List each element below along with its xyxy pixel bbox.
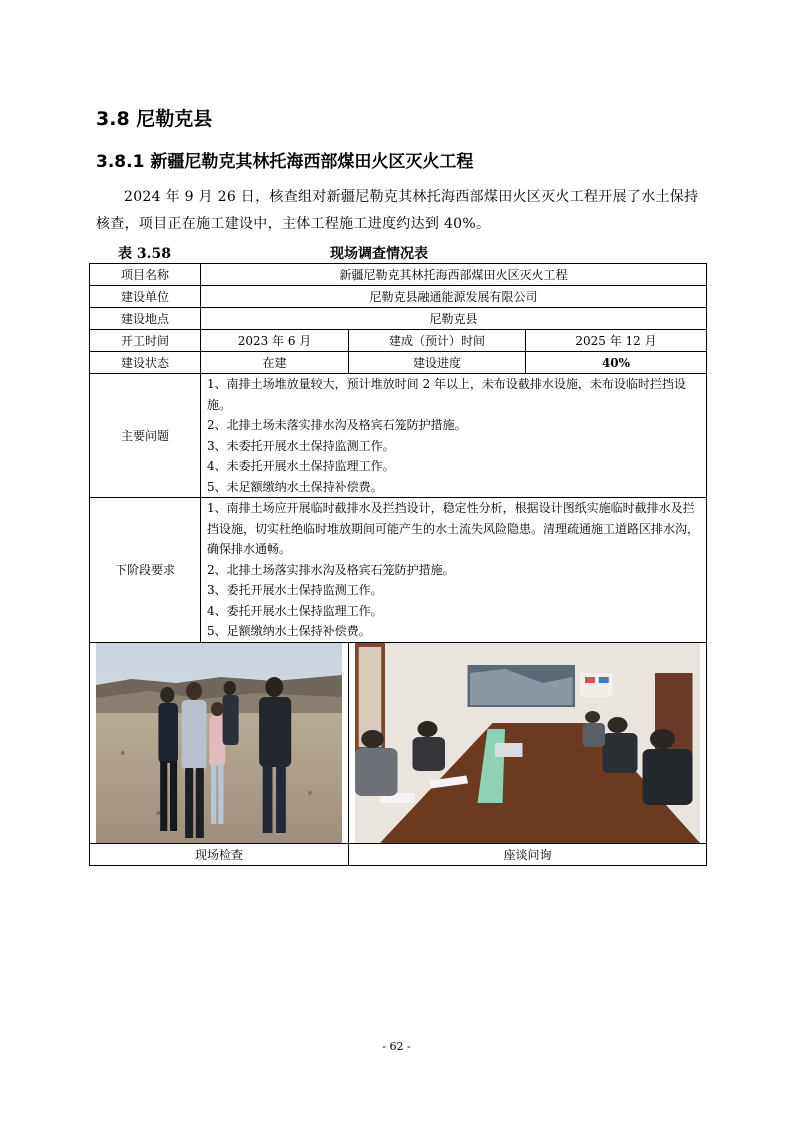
- list-item: 2、北排土场未落实排水沟及格宾石笼防护措施。: [207, 418, 467, 432]
- table-row: [90, 498, 707, 643]
- subsection-title: 3.8.1 新疆尼勒克其林托海西部煤田火区灭火工程: [96, 152, 474, 172]
- location-label: 建设地点: [90, 308, 201, 330]
- start-label: 开工时间: [90, 330, 201, 352]
- problems-list: [201, 374, 707, 498]
- list-item: 1、南排土场堆放量较大，预计堆放时间 2 年以上，未布设截排水设施，未布设临时拦挡设施。: [207, 377, 686, 412]
- table-row: [90, 308, 707, 330]
- list-item: 3、委托开展水土保持监测工作。: [207, 583, 383, 597]
- list-item: 1、南排土场应开展临时截排水及拦挡设计，稳定性分析，根据设计图纸实施临时截排水及拦挡设施，切实杜绝临时堆放期间可能产生的水土流失风险隐患。清理疏通施工道路区排水沟，确保排水通畅。: [207, 501, 700, 556]
- table-row: [90, 264, 707, 286]
- list-item: 4、委托开展水土保持监理工作。: [207, 603, 383, 618]
- problems-label: 主要问题: [90, 374, 201, 498]
- project-name-label: 项目名称: [90, 264, 201, 286]
- intro-paragraph: 2024 年 9 月 26 日，核查组对新疆尼勒克其林托海西部煤田火区灭火工程开展了水土保持核查，项目正在施工建设中，主体工程施工进度约达到 40%。: [96, 189, 699, 232]
- location-value: 尼勒克县: [201, 308, 707, 330]
- end-label: 建成（预计）时间: [349, 330, 526, 352]
- meeting-caption: 座谈问询: [349, 843, 707, 865]
- status-label: 建设状态: [90, 352, 201, 374]
- meeting-photo: [355, 643, 700, 843]
- section-title: 3.8 尼勒克县: [96, 108, 213, 130]
- table-row: [90, 374, 707, 498]
- site-inspection-photo: [96, 643, 342, 843]
- list-item: 5、足额缴纳水土保持补偿费。: [207, 624, 371, 638]
- progress-value: 40%: [526, 352, 707, 374]
- table-row: [90, 330, 707, 352]
- site-inspection-caption: 现场检查: [90, 843, 349, 865]
- requirements-label: 下阶段要求: [90, 498, 201, 643]
- table-row: [90, 352, 707, 374]
- list-item: 5、未足额缴纳水土保持补偿费。: [207, 479, 383, 494]
- survey-table: [89, 263, 707, 866]
- list-item: 4、未委托开展水土保持监理工作。: [207, 459, 395, 473]
- progress-label: 建设进度: [349, 352, 526, 374]
- status-value: 在建: [201, 352, 349, 374]
- list-item: 2、北排土场落实排水沟及格宾石笼防护措施。: [207, 562, 455, 577]
- project-name-value: 新疆尼勒克其林托海西部煤田火区灭火工程: [201, 264, 707, 286]
- end-value: 2025 年 12 月: [526, 330, 707, 352]
- meeting-photo-cell: [349, 642, 707, 843]
- requirements-list: [201, 498, 707, 643]
- page-number: - 62 -: [382, 1040, 411, 1053]
- site-inspection-photo-cell: [90, 642, 349, 843]
- builder-label: 建设单位: [90, 286, 201, 308]
- table-title: 现场调查情况表: [330, 246, 428, 262]
- table-label: 表 3.58: [118, 246, 171, 262]
- start-value: 2023 年 6 月: [201, 330, 349, 352]
- list-item: 3、未委托开展水土保持监测工作。: [207, 438, 395, 453]
- caption-row: [90, 843, 707, 865]
- builder-value: 尼勒克县融通能源发展有限公司: [201, 286, 707, 308]
- photo-row: [90, 642, 707, 843]
- table-row: [90, 286, 707, 308]
